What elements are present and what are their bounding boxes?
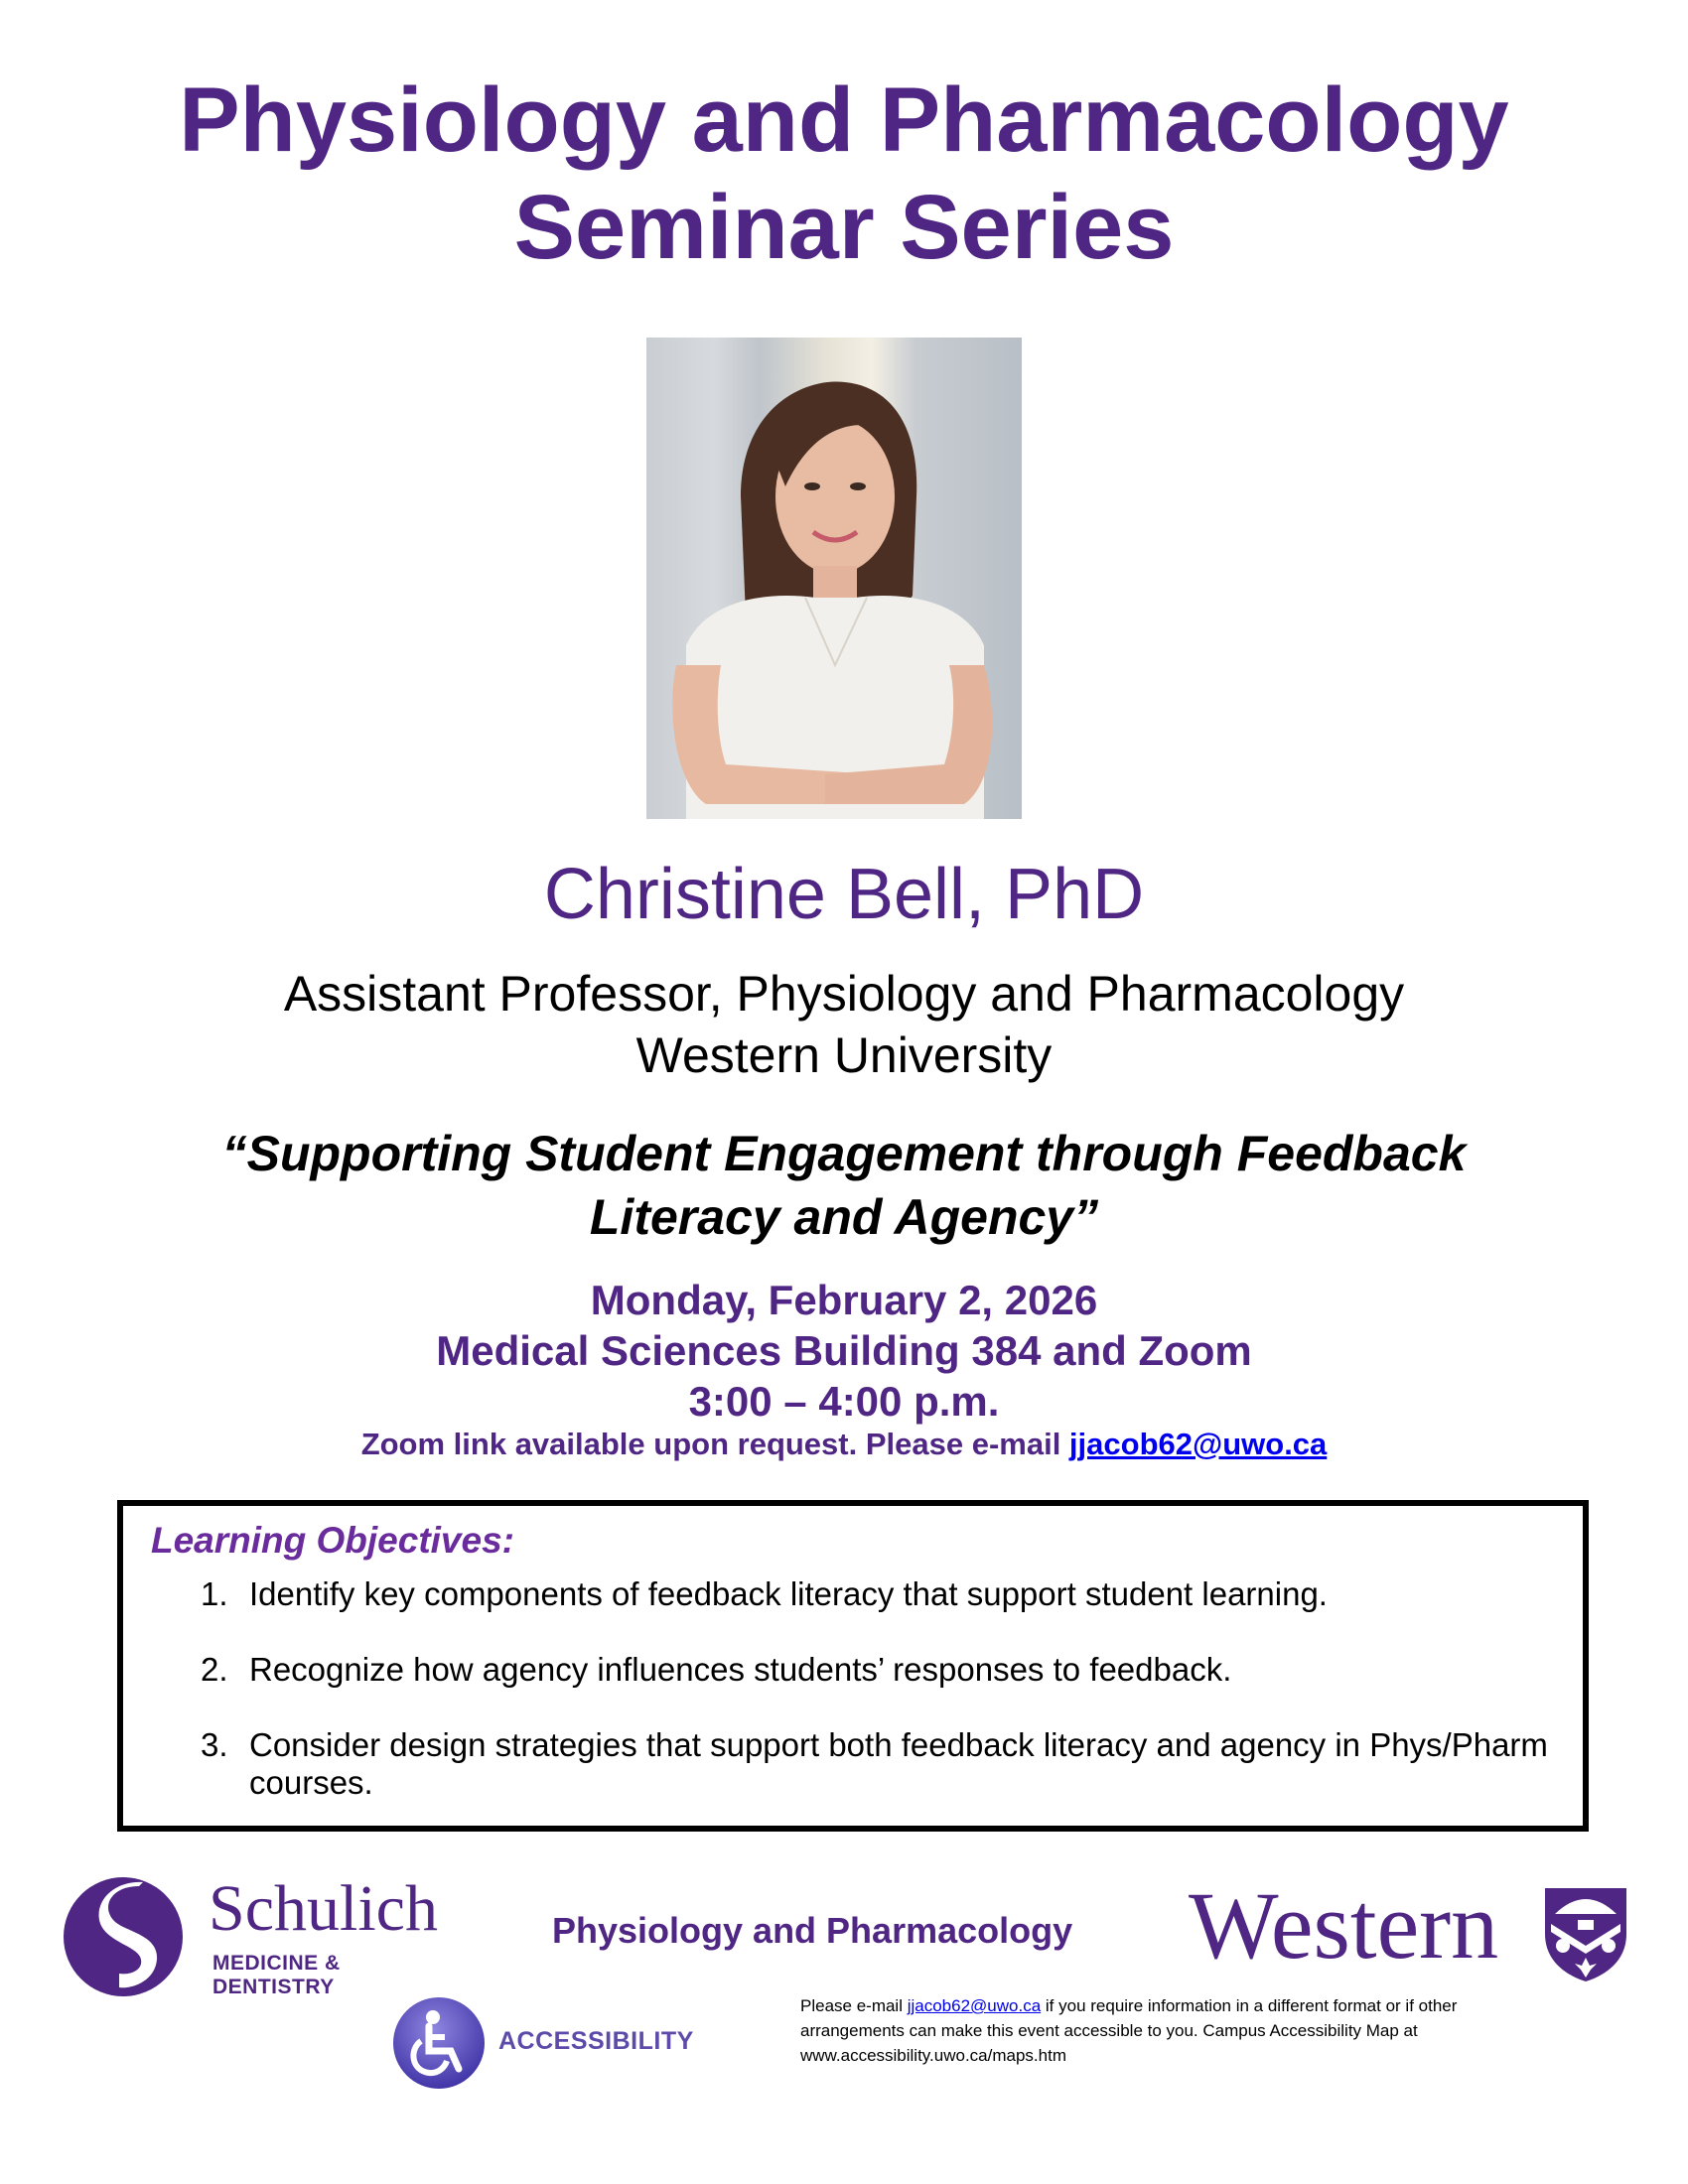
objective-number: 3.	[201, 1726, 228, 1763]
schulich-logo	[62, 1872, 459, 2001]
objective-item	[123, 1726, 1573, 1802]
event-date: Monday, February 2, 2026	[590, 1277, 1098, 1323]
objective-number: 1.	[201, 1575, 228, 1612]
schulich-s-icon	[62, 1872, 191, 2001]
page-title-line1: Physiology and Pharmacology	[179, 69, 1509, 171]
speaker-institution: Western University	[635, 1027, 1053, 1083]
objective-number: 2.	[201, 1651, 228, 1688]
western-logo	[1189, 1872, 1645, 1995]
zoom-note	[0, 1426, 1688, 1463]
objective-text: Recognize how agency influences students’ responses to feedback.	[249, 1651, 1232, 1688]
learning-objectives-box	[117, 1500, 1589, 1832]
speaker-name: Christine Bell, PhD	[543, 855, 1145, 934]
access-email-link[interactable]: jjacob62@uwo.ca	[907, 1996, 1042, 2015]
schulich-subtitle: MEDICINE & DENTISTRY	[212, 1952, 341, 1998]
contact-email-link[interactable]: jjacob62@uwo.ca	[1068, 1427, 1328, 1461]
department-footer-label: Physiology and Pharmacology	[552, 1910, 1073, 1951]
accessibility-label: ACCESSIBILITY	[498, 2027, 694, 2055]
talk-title-line1: “Supporting Student Engagement through Feedback	[221, 1126, 1467, 1181]
speaker-position: Assistant Professor, Physiology and Pharmacology	[283, 966, 1405, 1022]
western-wordmark: Western	[1189, 1872, 1499, 1979]
speaker-photo	[646, 338, 1022, 819]
talk-title-line2: Literacy and Agency”	[589, 1189, 1099, 1245]
objective-item	[123, 1575, 1573, 1613]
zoom-note-text: Zoom link available upon request. Please e-mail	[360, 1427, 1069, 1461]
accessibility-note	[800, 1993, 1495, 2068]
access-note-suffix: if you require information in a different format or if other arrangements can make this event accessible to you. Campus Accessibility Map at www.accessibility.uwo.ca/maps.htm	[800, 1996, 1458, 2065]
event-location: Medical Sciences Building 384 and Zoom	[436, 1327, 1252, 1374]
objective-text: Consider design strategies that support both feedback literacy and agency in Phys/Pharm courses.	[249, 1726, 1548, 1801]
event-time: 3:00 – 4:00 p.m.	[688, 1378, 1000, 1425]
western-crest-icon	[1541, 1884, 1630, 1983]
objective-item	[123, 1651, 1573, 1689]
objective-text: Identify key components of feedback literacy that support student learning.	[249, 1575, 1328, 1612]
access-note-prefix: Please e-mail	[800, 1996, 908, 2015]
portrait-illustration	[646, 338, 1022, 819]
objectives-list	[123, 1575, 1573, 1840]
wheelchair-icon	[389, 1993, 489, 2093]
objectives-heading: Learning Objectives:	[151, 1520, 514, 1561]
schulich-wordmark: Schulich	[209, 1872, 438, 1945]
page-title-line2: Seminar Series	[513, 177, 1175, 278]
accessibility-logo	[389, 1993, 694, 2093]
